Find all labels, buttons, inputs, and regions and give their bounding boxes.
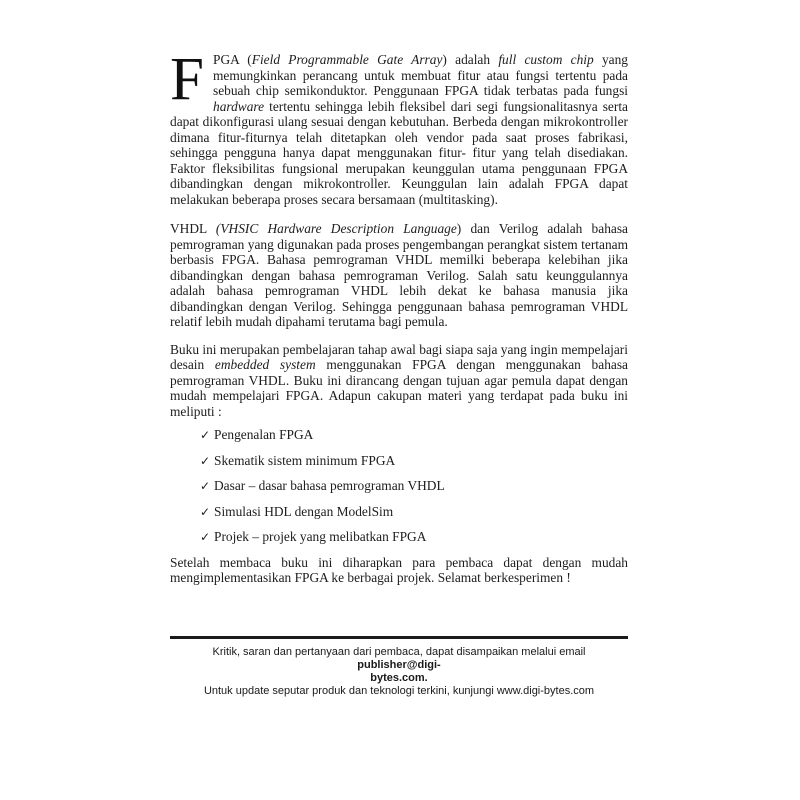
footer-line-website: Untuk update seputar produk dan teknologi terkini, kunjungi www.digi-bytes.com <box>203 684 595 697</box>
checkmark-icon: ✓ <box>200 453 211 468</box>
bullet-item <box>200 453 628 470</box>
paragraph-intro-text: PGA (Field Programmable Gate Array) adalah full custom chip yang memungkinkan perancang untuk membuat fitur atau fungsi tertentu pada sebuah chip semikonduktor. Penggunaan FPGA tidak terbatas pada fungsi hardware tertentu sehingga lebih fleksibel dari segi fungsionalitasnya serta dapat dikonfigurasi ulang sesuai dengan kebutuhan. Berbeda dengan mikrokontroller dimana fitur-fiturnya telah ditetapkan oleh vendor pada saat proses fabrikasi, sehingga pengguna hanya dapat menggunakan fitur- fitur yang telah disediakan. Faktor fleksibilitas fungsional merupakan keunggulan utama penggunaan FPGA dibandingkan dengan mikrokontroller. Keunggulan lain adalah FPGA dapat melakukan beberapa proses secara bersamaan (multitasking). <box>170 52 628 207</box>
bullet-item <box>200 529 628 546</box>
checkmark-icon: ✓ <box>200 530 211 544</box>
checkmark-icon: ✓ <box>200 504 211 519</box>
bullet-item <box>200 504 628 521</box>
bullet-item <box>200 427 628 444</box>
checkmark-icon: ✓ <box>200 479 211 493</box>
paragraph-closing: Setelah membaca buku ini diharapkan para pembaca dapat dengan mudah mengimplementasikan FPGA ke berbagai projek. Selamat berkesperimen ! <box>170 554 628 585</box>
bullet-item <box>200 478 628 495</box>
footer-line-contact-2: bytes.com. <box>370 671 428 684</box>
bullet-text: Dasar – dasar bahasa pemrograman VHDL <box>214 478 445 493</box>
bullet-text: Simulasi HDL dengan ModelSim <box>214 503 394 519</box>
bullet-text: Skematik sistem minimum FPGA <box>214 452 396 468</box>
footer-line-contact-1: Kritik, saran dan pertanyaan dari pembaca, dapat disampaikan melalui email publisher@digi- <box>212 645 586 671</box>
dropcap-letter: F <box>170 46 204 113</box>
checkmark-icon: ✓ <box>200 428 211 442</box>
paragraph-book-overview: Buku ini merupakan pembelajaran tahap awal bagi siapa saja yang ingin mempelajari desain embedded system menggunakan FPGA dengan menggunakan bahasa pemrograman VHDL. Buku ini dirancang dengan tujuan agar pemula dapat dengan mudah mempelajari FPGA. Adapun cakupan materi yang terdapat pada buku ini meliputi : <box>170 341 628 419</box>
paragraph-intro <box>170 46 628 207</box>
content-column <box>170 46 628 698</box>
page-footer <box>170 646 628 698</box>
bullet-text: Pengenalan FPGA <box>214 427 314 442</box>
paragraph-vhdl: VHDL (VHSIC Hardware Description Language) dan Verilog adalah bahasa pemrograman yang digunakan pada proses pengembangan perangkat sistem tertanam berbasis FPGA. Bahasa pemrograman VHDL memilki beberapa kelebihan jika dibandingkan dengan bahasa pemrograman Verilog. Salah satu keunggulannya adalah bahasa pemrograman VHDL lebih dekat ke bahasa manusia jika dibandingkan dengan Verilog. Sehingga penggunaan bahasa pemrograman VHDL relatif lebih mudah dipahami terutama bagi pemula. <box>170 221 628 329</box>
footer-divider <box>170 636 628 639</box>
bullet-text: Projek – projek yang melibatkan FPGA <box>214 529 427 544</box>
topics-checklist <box>170 427 628 546</box>
